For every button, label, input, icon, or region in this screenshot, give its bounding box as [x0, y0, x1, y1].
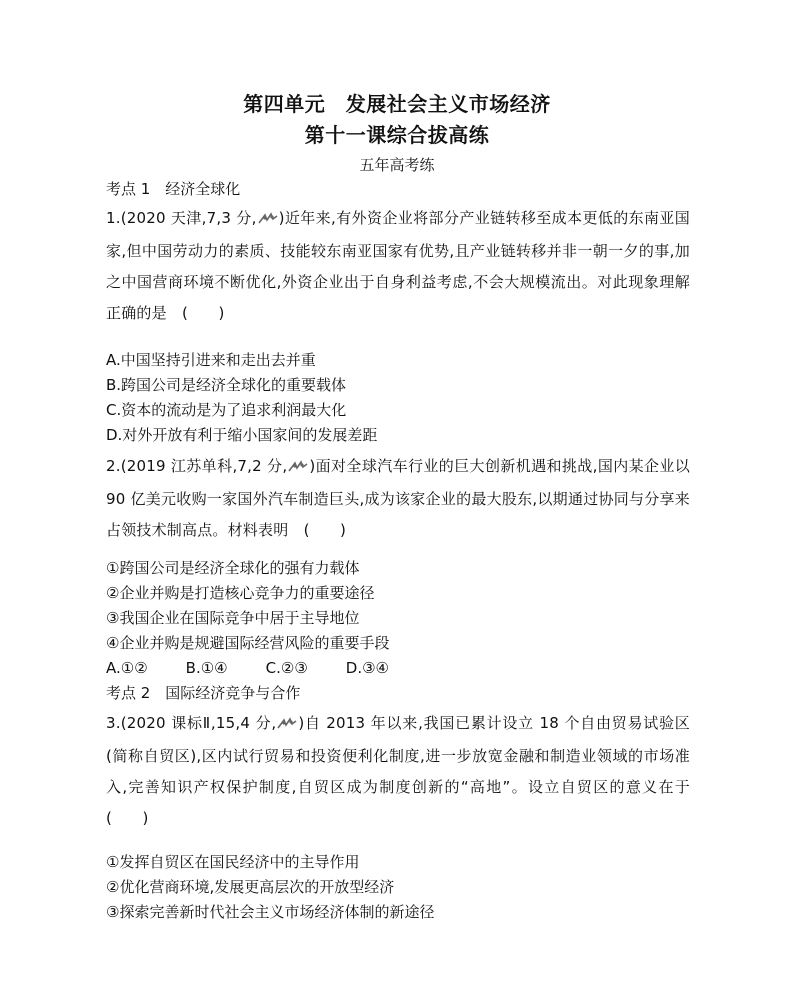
- q2-statement-1: ①跨国公司是经济全球化的强有力载体: [106, 559, 360, 577]
- q2-statement-2: ②企业并购是打造核心竞争力的重要途径: [106, 584, 375, 602]
- q2-option-a: A.①②: [106, 659, 148, 677]
- topic-heading-1: 考点 1 经济全球化: [106, 180, 241, 198]
- question-1-source: 1.(2020 天津,7,3 分,: [106, 209, 257, 227]
- question-3-stem: [106, 708, 690, 834]
- q2-statement-4: ④企业并购是规避国际经营风险的重要手段: [106, 634, 390, 652]
- q2-option-d: D.③④: [345, 659, 389, 677]
- question-1-text: )近年来,有外资企业将部分产业链转移至成本更低的东南亚国家,但中国劳动力的素质、技能较东南亚国家有优势,且产业链转移并非一朝一夕的事,加之中国营商环境不断优化,外资企业出于自身利益考虑,不会大规模流出。对此现象理解正确的是 ( ): [106, 209, 690, 322]
- q1-option-c: C.资本的流动是为了追求利润最大化: [106, 401, 347, 419]
- topic-heading-2: 考点 2 国际经济竞争与合作: [106, 684, 301, 702]
- q3-statement-2: ②优化营商环境,发展更高层次的开放型经济: [106, 878, 395, 896]
- difficulty-stars-icon: [257, 205, 279, 236]
- lesson-title: 第十一课综合拔高练: [304, 123, 490, 147]
- q1-option-b: B.跨国公司是经济全球化的重要载体: [106, 376, 347, 394]
- q2-option-c: C.②③: [265, 659, 308, 677]
- q2-statement-3: ③我国企业在国际竞争中居于主导地位: [106, 609, 360, 627]
- difficulty-stars-icon: [276, 710, 298, 741]
- question-2-text: )面对全球汽车行业的巨大创新机遇和挑战,国内某企业以 90 亿美元收购一家国外汽车制造巨头,成为该家企业的最大股东,以期通过协同与分享来占领技术制高点。材料表明 ( ): [106, 457, 690, 539]
- difficulty-stars-icon: [287, 453, 309, 484]
- q1-option-d: D.对外开放有利于缩小国家间的发展差距: [106, 426, 378, 444]
- q2-options: [106, 658, 389, 678]
- unit-title: 第四单元 发展社会主义市场经济: [243, 92, 551, 116]
- section-title: 五年高考练: [359, 156, 435, 174]
- question-2-source: 2.(2019 江苏单科,7,2 分,: [106, 457, 288, 475]
- question-2-stem: [106, 451, 690, 546]
- q1-option-a: A.中国坚持引进来和走出去并重: [106, 351, 316, 369]
- q2-option-b: B.①④: [185, 659, 228, 677]
- q3-statement-1: ①发挥自贸区在国民经济中的主导作用: [106, 853, 360, 871]
- q3-statement-3: ③探索完善新时代社会主义市场经济体制的新途径: [106, 903, 435, 921]
- question-3-source: 3.(2020 课标Ⅱ,15,4 分,: [106, 714, 277, 732]
- question-1-stem: [106, 203, 690, 329]
- question-3-text: )自 2013 年以来,我国已累计设立 18 个自由贸易试验区(简称自贸区),区内试行贸易和投资便利化制度,进一步放宽金融和制造业领域的市场准入,完善知识产权保护制度,自贸区成为制度创新的“高地”。设立自贸区的意义在于( ): [106, 714, 691, 827]
